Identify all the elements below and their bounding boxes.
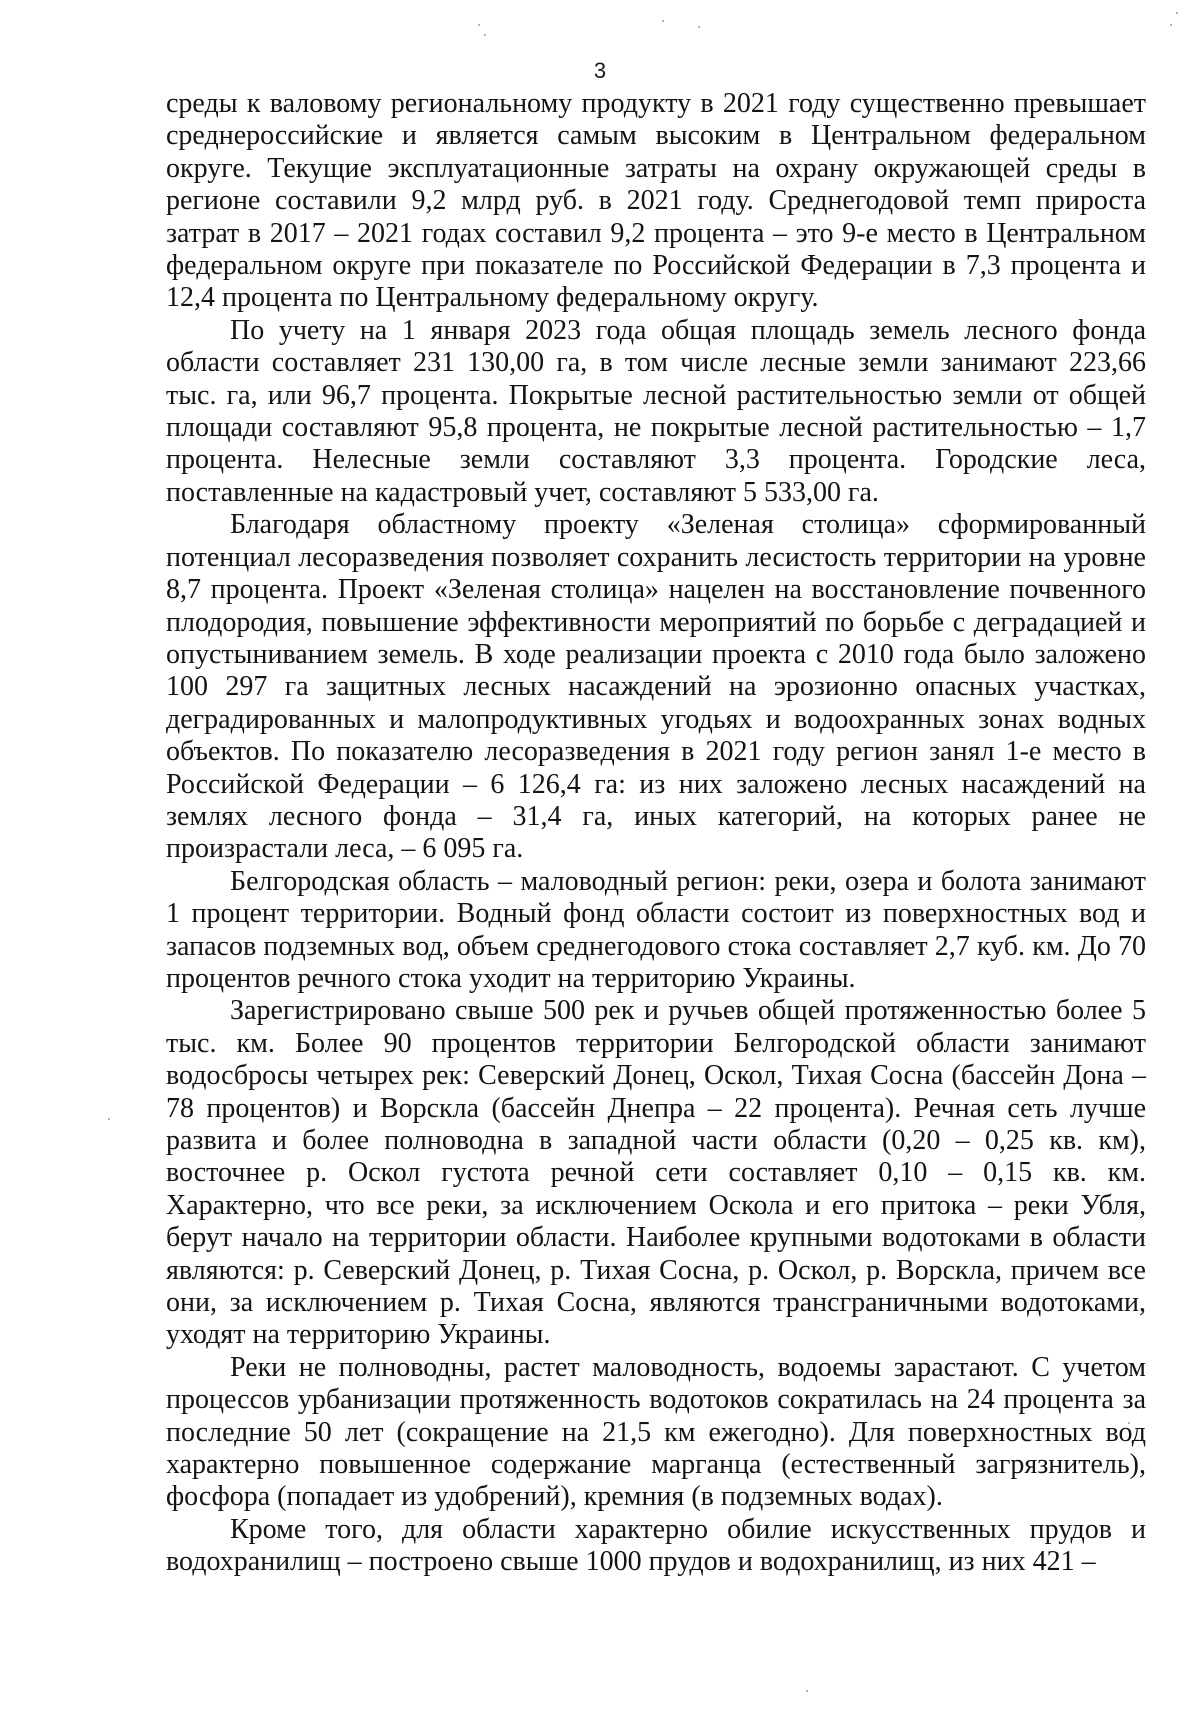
scan-speck	[698, 26, 700, 28]
paragraph: По учету на 1 января 2023 года общая площадь земель лесного фонда области составляет 231 130,00 га, в том числе лесные земли занимают 223,66 тыс. га, или 96,7 процента. Покрытые лесной растительностью земли от общей площади составляют 95,8 процента, не покрытые лесной растительностью – 1,7 процента. Нелесные земли составляют 3,3 процента. Городские леса, поставленные на кадастровый учет, составляют 5 533,00 га.	[166, 314, 1146, 508]
scan-speck	[662, 20, 664, 22]
paragraph: среды к валовому региональному продукту в 2021 году существенно превышает среднероссийские и является самым высоким в Центральном федеральном округе. Текущие эксплуатационные затраты на охрану окружающей среды в регионе составили 9,2 млрд руб. в 2021 году. Среднегодовой темп прироста затрат в 2017 – 2021 годах составил 9,2 процента – это 9-е место в Центральном федеральном округе при показателе по Российской Федерации в 7,3 процента и 12,4 процента по Центральному федеральному округу.	[166, 88, 1146, 314]
paragraph: Белгородская область – маловодный регион: реки, озера и болота занимают 1 процент территории. Водный фонд области состоит из поверхностных вод и запасов подземных вод, объем среднегодового стока составляет 2,7 куб. км. До 70 процентов речного стока уходит на территорию Украины.	[166, 865, 1146, 994]
scan-speck	[478, 24, 480, 26]
body-text	[166, 88, 1146, 1579]
scan-speck	[806, 1690, 808, 1692]
paragraph: Кроме того, для области характерно обилие искусственных прудов и водохранилищ – построено свыше 1000 прудов и водохранилищ, из них 421 –	[166, 1513, 1146, 1578]
paragraph: Зарегистрировано свыше 500 рек и ручьев общей протяженностью более 5 тыс. км. Более 90 процентов территории Белгородской области занимают водосбросы четырех рек: Северский Донец, Оскол, Тихая Сосна (бассейн Дона – 78 процентов) и Ворскла (бассейн Днепра – 22 процента). Речная сеть лучше развита и более полноводна в западной части области (0,20 – 0,25 кв. км), восточнее р. Оскол густота речной сети составляет 0,10 – 0,15 кв. км. Характерно, что все реки, за исключением Оскола и его притока – реки Убля, берут начало на территории области. Наиболее крупными водотоками в области являются: р. Северский Донец, р. Тихая Сосна, р. Оскол, р. Ворскла, причем все они, за исключением р. Тихая Сосна, являются трансграничными водотоками, уходят на территорию Украины.	[166, 995, 1146, 1351]
paragraph: Реки не полноводны, растет маловодность, водоемы зарастают. С учетом процессов урбанизации протяженность водотоков сократилась на 24 процента за последние 50 лет (сокращение на 21,5 км ежегодно). Для поверхностных вод характерно повышенное содержание марганца (естественный загрязнитель), фосфора (попадает из удобрений), кремния (в подземных водах).	[166, 1351, 1146, 1513]
page-number: 3	[593, 58, 607, 83]
scan-speck	[108, 1118, 110, 1120]
paragraph: Благодаря областному проекту «Зеленая столица» сформированный потенциал лесоразведения позволяет сохранить лесистость территории на уровне 8,7 процента. Проект «Зеленая столица» нацелен на восстановление почвенного плодородия, повышение эффективности мероприятий по борьбе с деградацией и опустыниванием земель. В ходе реализации проекта с 2010 года было заложено 100 297 га защитных лесных насаждений на эрозионно опасных участках, деградированных и малопродуктивных угодьях и водоохранных зонах водных объектов. По показателю лесоразведения в 2021 году регион занял 1-е место в Российской Федерации – 6 126,4 га: из них заложено лесных насаждений на землях лесного фонда – 31,4 га, иных категорий, на которых ранее не произрастали леса, – 6 095 га.	[166, 509, 1146, 865]
scan-speck	[1170, 24, 1172, 26]
scan-speck	[484, 34, 486, 36]
scan-speck	[1176, 12, 1178, 14]
